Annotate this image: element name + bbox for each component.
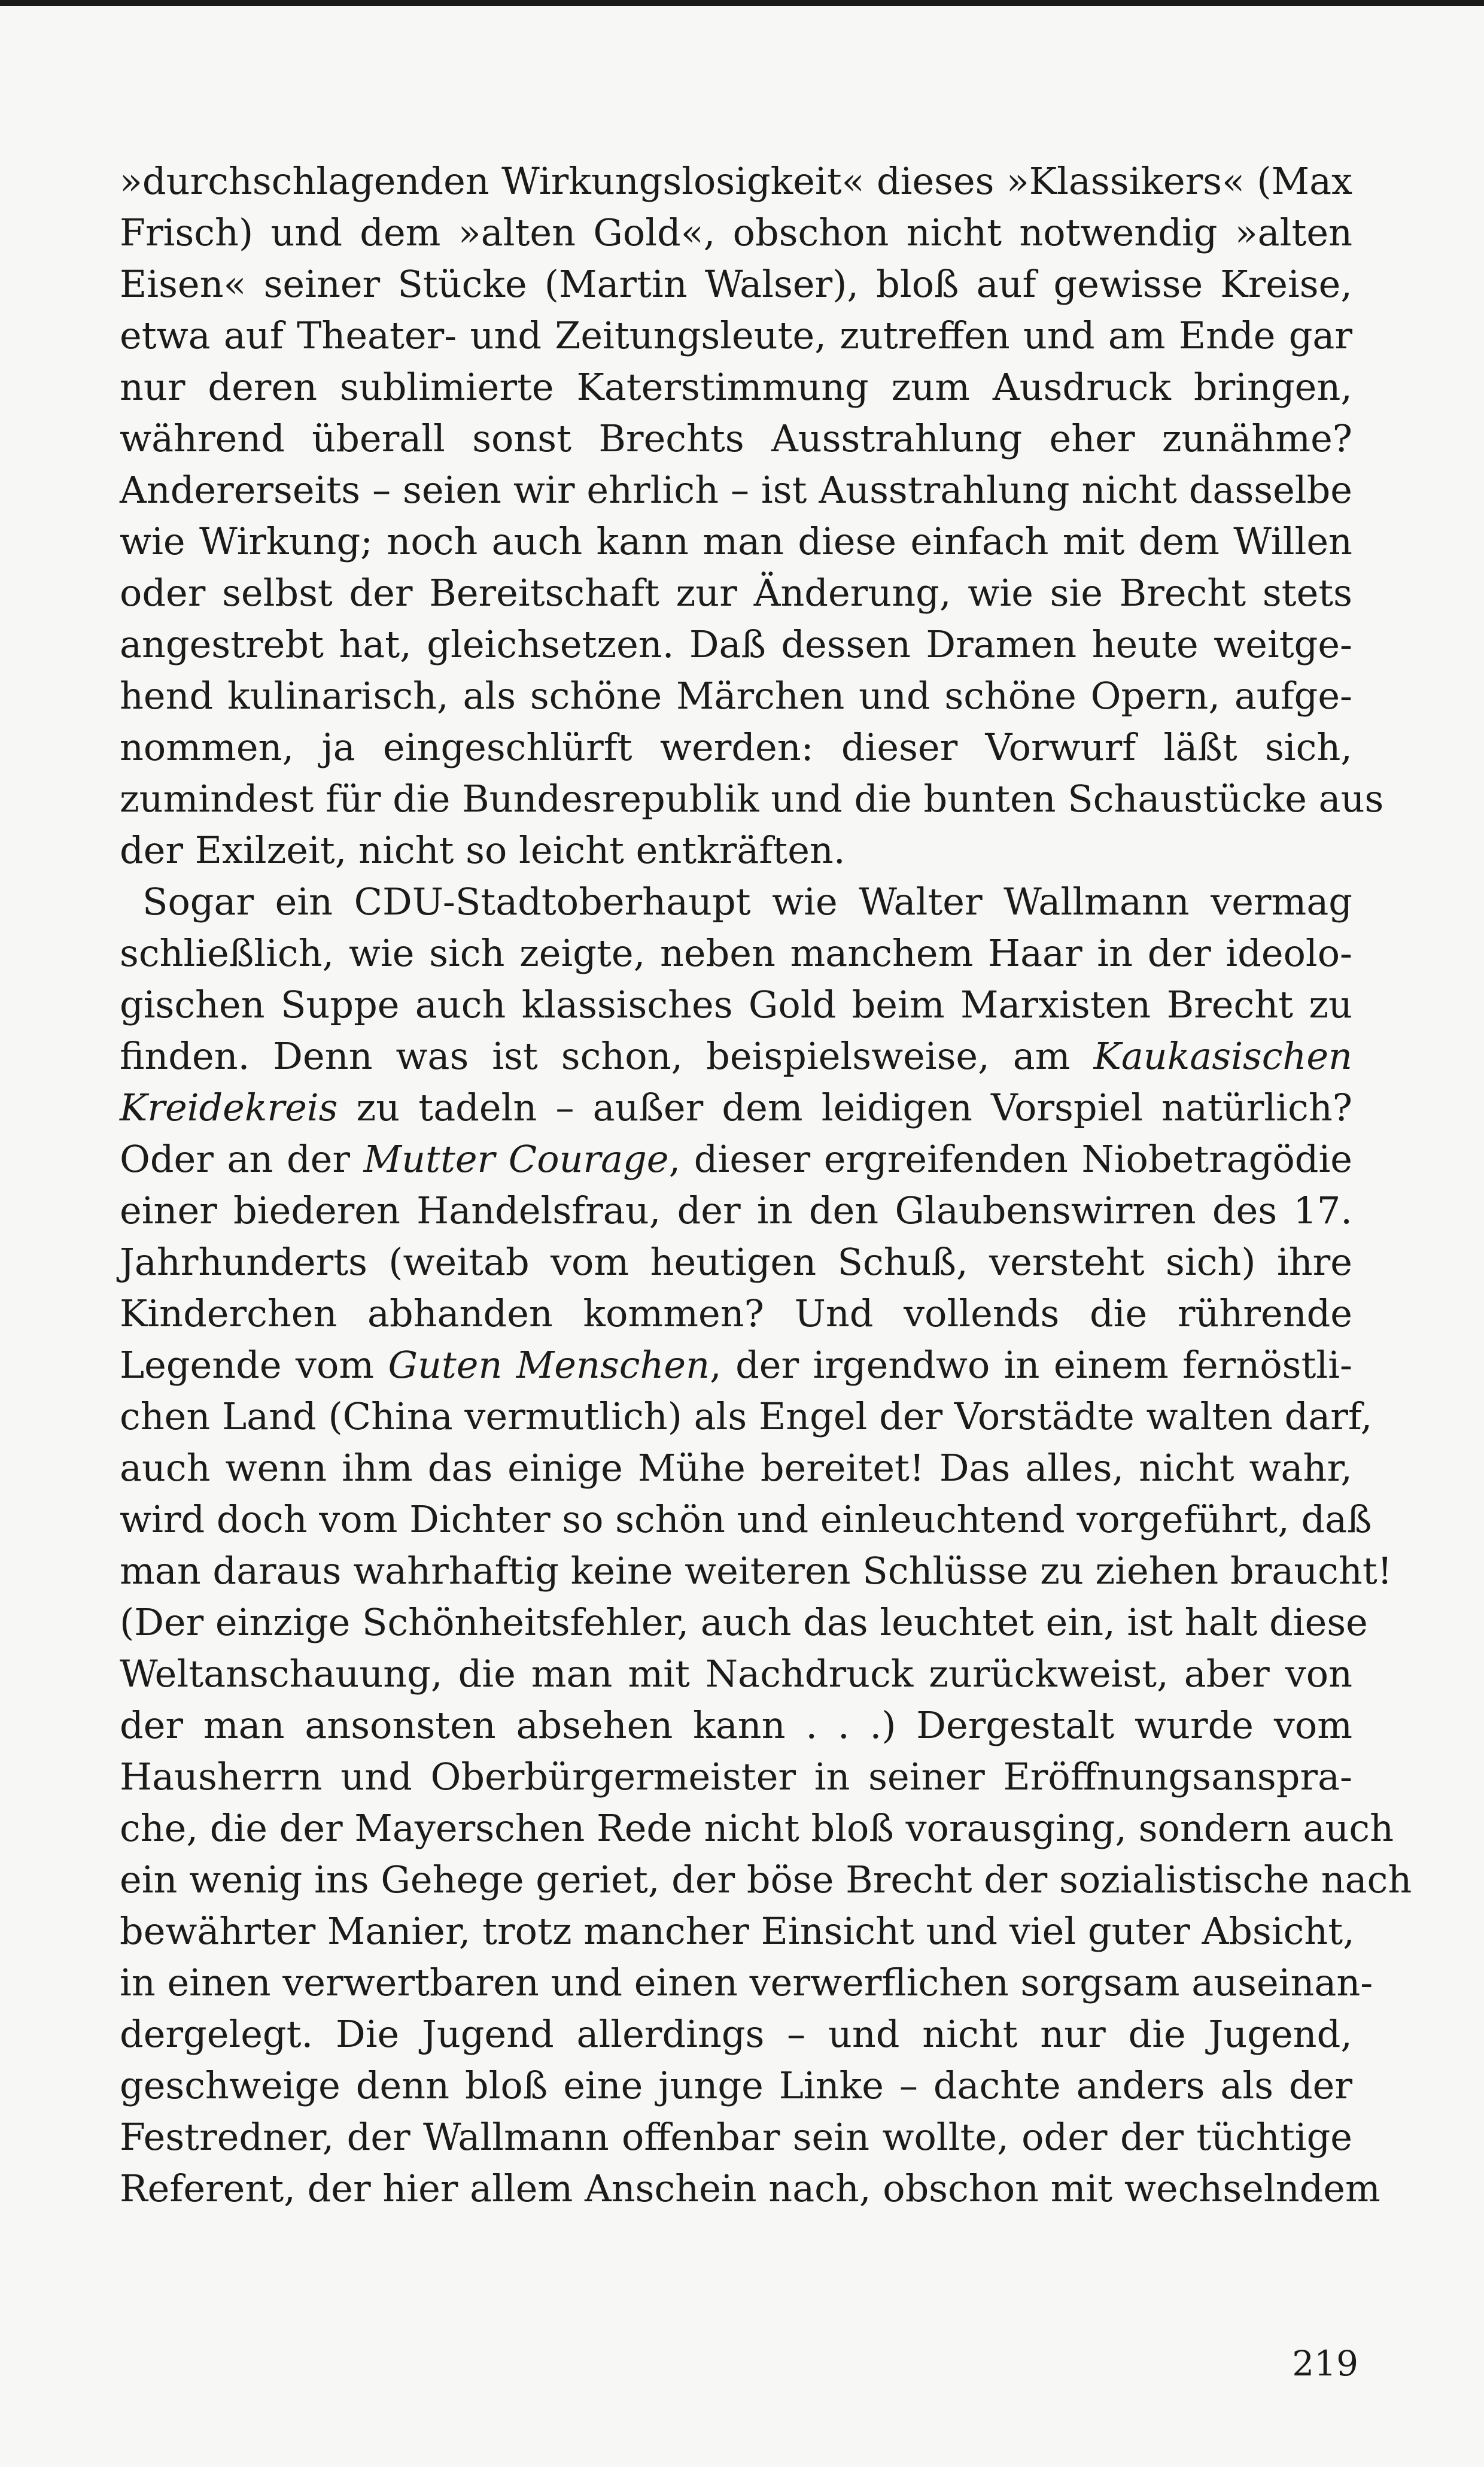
text-line (120, 1236, 1352, 1288)
text-segment: Frisch) und dem »alten Gold«, obschon nicht notwendig »alten (120, 211, 1352, 254)
italic-title: Kaukasischen (1093, 1034, 1352, 1078)
text-line (120, 1339, 1352, 1391)
page-number: 219 (1292, 2343, 1358, 2384)
text-segment: einer biederen Handelsfrau, der in den Glaubenswirren des 17. (120, 1189, 1352, 1232)
text-line (120, 1648, 1352, 1700)
text-segment: Referent, der hier allem Anschein nach, obschon mit wechselndem (120, 2167, 1380, 2210)
text-line (120, 1854, 1412, 1906)
text-segment: , der irgendwo in einem fernöstli- (710, 1343, 1352, 1387)
text-line (120, 979, 1352, 1031)
text-line (120, 2060, 1352, 2111)
text-segment: gischen Suppe auch klassisches Gold beim Marxisten Brecht zu (120, 983, 1352, 1026)
text-segment: bewährter Manier, trotz mancher Einsicht und viel guter Absicht, (120, 1909, 1355, 1953)
text-line (120, 773, 1384, 825)
text-line (120, 516, 1352, 567)
text-segment: »durchschlagenden Wirkungslosigkeit« dieses »Klassikers« (Max (120, 159, 1352, 203)
text-segment: ein wenig ins Gehege geriet, der böse Brecht der sozialistische nach (120, 1858, 1412, 1901)
text-line (120, 1957, 1373, 2009)
text-line (120, 619, 1352, 670)
text-line (120, 928, 1352, 979)
body-text (120, 156, 1412, 2214)
text-line (120, 722, 1352, 773)
text-line (120, 1545, 1392, 1597)
text-segment: Legende vom (120, 1343, 388, 1387)
text-line (120, 1391, 1373, 1442)
text-segment: geschweige denn bloß eine junge Linke – dachte anders als der (120, 2064, 1352, 2107)
text-segment: schließlich, wie sich zeigte, neben manchem Haar in der ideolo- (120, 931, 1352, 975)
text-segment: Oder an der (120, 1137, 364, 1181)
text-segment: Weltanschauung, die man mit Nachdruck zurückweist, aber von (120, 1652, 1352, 1696)
text-line (120, 464, 1352, 516)
text-segment: Hausherrn und Oberbürgermeister in seiner Eröffnungsanspra- (120, 1755, 1352, 1798)
text-line (120, 1082, 1352, 1134)
text-line (120, 2111, 1352, 2163)
text-segment: chen Land (China vermutlich) als Engel der Vorstädte walten darf, (120, 1394, 1373, 1438)
text-line (120, 310, 1352, 361)
text-line (120, 1494, 1372, 1545)
text-segment: Jahrhunderts (weitab vom heutigen Schuß, versteht sich) ihre (120, 1240, 1352, 1284)
text-line (120, 670, 1352, 722)
text-segment: man daraus wahrhaftig keine weiteren Schlüsse zu ziehen braucht! (120, 1549, 1392, 1593)
text-line (120, 1751, 1352, 1803)
italic-title: Kreidekreis (120, 1086, 338, 1129)
text-segment: zu tadeln – außer dem leidigen Vorspiel natürlich? (337, 1086, 1352, 1129)
text-segment: nur deren sublimierte Katerstimmung zum Ausdruck bringen, (120, 365, 1352, 409)
text-line (120, 361, 1352, 413)
text-segment: hend kulinarisch, als schöne Märchen und schöne Opern, aufge- (120, 674, 1352, 718)
text-segment: der man ansonsten absehen kann . . .) Dergestalt wurde vom (120, 1703, 1352, 1747)
text-segment: wie Wirkung; noch auch kann man diese einfach mit dem Willen (120, 519, 1352, 563)
text-segment: (Der einzige Schönheitsfehler, auch das leuchtet ein, ist halt diese (120, 1600, 1368, 1644)
text-line (120, 1597, 1368, 1648)
text-segment: angestrebt hat, gleichsetzen. Daß dessen Dramen heute weitge- (120, 622, 1352, 666)
text-segment: zumindest für die Bundesrepublik und die bunten Schaustücke aus (120, 777, 1384, 821)
text-segment: Andererseits – seien wir ehrlich – ist Ausstrahlung nicht dasselbe (120, 468, 1352, 512)
text-line (120, 1442, 1352, 1494)
text-line (120, 1134, 1352, 1185)
text-segment: che, die der Mayerschen Rede nicht bloß vorausging, sondern auch (120, 1806, 1394, 1850)
text-segment: während überall sonst Brechts Ausstrahlung eher zunähme? (120, 417, 1352, 460)
text-line (120, 1700, 1352, 1751)
text-line (120, 825, 1352, 876)
text-line (120, 207, 1352, 259)
text-line (120, 1031, 1352, 1082)
text-segment: oder selbst der Bereitschaft zur Änderung, wie sie Brecht stets (120, 571, 1352, 615)
text-segment: Kinderchen abhanden kommen? Und vollends die rührende (120, 1292, 1352, 1335)
text-segment: der Exilzeit, nicht so leicht entkräften. (120, 828, 846, 872)
text-segment: auch wenn ihm das einige Mühe bereitet! Das alles, nicht wahr, (120, 1446, 1352, 1490)
text-segment: nommen, ja eingeschlürft werden: dieser Vorwurf läßt sich, (120, 725, 1352, 769)
text-line (120, 567, 1352, 619)
text-segment: finden. Denn was ist schon, beispielsweise, am (120, 1034, 1094, 1078)
text-segment: in einen verwertbaren und einen verwerflichen sorgsam auseinan- (120, 1961, 1373, 2004)
text-line (120, 876, 1352, 928)
text-line (120, 1906, 1355, 1957)
text-line (120, 259, 1352, 310)
text-segment: wird doch vom Dichter so schön und einleuchtend vorgeführt, daß (120, 1497, 1372, 1541)
text-line (120, 2009, 1352, 2060)
text-segment: Sogar ein CDU-Stadtoberhaupt wie Walter Wallmann vermag (142, 880, 1352, 923)
text-segment: Festredner, der Wallmann offenbar sein wollte, oder der tüchtige (120, 2115, 1352, 2159)
text-line (120, 1803, 1394, 1854)
text-segment: etwa auf Theater- und Zeitungsleute, zutreffen und am Ende gar (120, 314, 1352, 357)
italic-title: Guten Menschen (388, 1343, 710, 1387)
italic-title: Mutter Courage (363, 1137, 669, 1181)
text-line (120, 156, 1352, 207)
text-line (120, 2163, 1380, 2214)
text-segment: Eisen« seiner Stücke (Martin Walser), bloß auf gewisse Kreise, (120, 262, 1352, 306)
text-line (120, 1288, 1352, 1339)
text-line (120, 1185, 1352, 1236)
text-segment: dergelegt. Die Jugend allerdings – und nicht nur die Jugend, (120, 2012, 1352, 2056)
text-line (120, 413, 1352, 464)
text-segment: , dieser ergreifenden Niobetragödie (668, 1137, 1352, 1181)
